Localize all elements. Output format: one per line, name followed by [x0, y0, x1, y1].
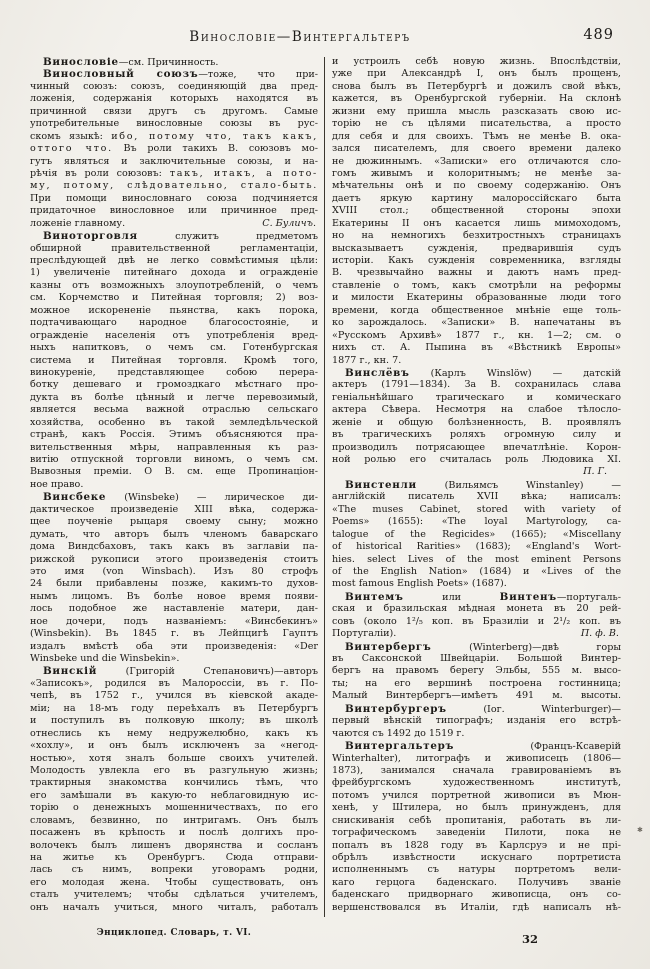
text-line: дактическое произведеніе XIII вѣка, содержа- — [30, 503, 318, 515]
page-number: 489 — [583, 27, 614, 43]
edition-footer: Энциклопед. Словарь, т. VI. — [96, 928, 252, 938]
text-line: ное дочери, подъ названіемъ: «Винсбекинъ» — [30, 615, 318, 627]
text-line: Винскій (Григорій Степановичъ)—авторъ — [43, 665, 318, 678]
text-line: 1877 г., кн. 7. — [332, 354, 402, 366]
text-line: въ Саксонской Швейцаріи. Большой Винтер- — [332, 653, 621, 664]
text-line: хозяйства, особенно въ такой земледѣльческой — [30, 416, 318, 428]
author-signature: П. ф. В. — [580, 628, 619, 640]
text-line: издалъ вмѣстѣ оба эти произведенія: «Der — [30, 640, 318, 652]
text-line: ская и бразильская мѣдная монета въ 20 рей- — [332, 603, 621, 615]
text-line: «хохлу», и онъ былъ исключенъ за «негод- — [30, 740, 318, 752]
text-line: ко зарождалось. «Записки» В. напечатаны въ — [332, 317, 621, 329]
text-line: подтачивающаго народное благосостояніе, и — [30, 317, 318, 329]
text-line: баденскаго придворнаго живописца, онъ со- — [332, 889, 621, 901]
text-line: торію о денежныхъ мошенничествахъ, по его — [30, 802, 318, 814]
text-line: казны отъ возможныхъ злоупотребленій, о чемъ — [30, 279, 318, 291]
text-line: of the English Nation» (1684) и «Lives of the — [332, 565, 621, 577]
text-line: оттого что. Въ роли такихъ В. союзовъ мо- — [30, 143, 318, 155]
text-line: щее поученіе рыцаря своему сыну; можно — [30, 516, 318, 528]
text-line: Екатерины II онъ касается лишь мимоходомъ, — [332, 217, 621, 229]
text-line: исторіи. Какъ сужденія современника, взгляды — [332, 255, 621, 266]
text-line: 1873), занимался сначала гравированіемъ въ — [332, 764, 621, 776]
text-line: онъ началъ учиться, много читалъ, работалъ — [30, 901, 318, 913]
text-line: его молодая жена. Чтобы существовать, онъ — [30, 876, 318, 888]
text-line: Винслёвъ (Карлъ Winslöw) — датскій — [345, 366, 621, 379]
text-line: кажется, въ Оренбургской губерніи. На склонѣ — [332, 93, 621, 105]
text-line: ты; на его вершинѣ построена гостинница; — [332, 677, 621, 689]
text-line: преслѣдующей двѣ не легко совмѣстимыя цѣли: — [30, 255, 318, 266]
text-line: хенѣ, у Штилера, но былъ принужденъ, для — [332, 802, 621, 814]
text-line: Виноторговля служитъ предметомъ — [43, 230, 318, 243]
text-line: П. Г. — [583, 466, 607, 478]
signature-mark: 32 — [521, 932, 538, 946]
text-line: 24 были прибавлены позже, какимъ-то духов- — [30, 578, 318, 590]
text-line: Winsbeke und die Winsbekin». — [30, 653, 180, 664]
text-line: most famous English Poets» (1687). — [332, 578, 507, 590]
text-line: Малый Винтербергъ—имѣетъ 491 м. высоты. — [332, 690, 621, 702]
text-line: фрейбургскомъ художественномъ институтѣ, — [332, 777, 621, 789]
text-line: снова былъ въ Петербургѣ и дожилъ свой вѣкъ, — [332, 80, 621, 92]
text-line: посаженъ въ крѣпость и послѣ долгихъ про- — [30, 827, 318, 839]
text-line: словамъ, безвинно, по интригамъ. Онъ былъ — [30, 814, 318, 826]
text-line: ложенія, содержанія которыхъ находятся въ — [30, 93, 318, 105]
text-line: актеръ (1791—1834). За В. сохранилась слава — [332, 379, 621, 391]
text-line: ностью», хотя зналъ больше своихъ учителей. — [30, 752, 318, 764]
text-line: является весьма важной отраслью сельскаго — [30, 404, 318, 416]
text-line: употребительные винословные союзы въ рус- — [30, 118, 318, 130]
text-line: В. чрезвычайно важны и даютъ намъ пред- — [332, 267, 621, 279]
text-line: Молодость увлекла его въ разгульную жизнь; — [30, 764, 318, 776]
text-line: уже при Александрѣ I, онъ былъ прощенъ, — [332, 68, 621, 80]
text-line: зался писателемъ, для своего времени далеко — [332, 143, 621, 155]
text-line: Винсбеке (Winsbeke) — лирическое ди- — [43, 491, 318, 504]
text-line: его замѣшали въ какую-то неблаговидную ис- — [30, 789, 318, 801]
text-line: чинный союзъ: союзъ, соединяющій два пред- — [30, 80, 318, 92]
text-line: нымъ лицомъ. Въ болѣе новое время появи- — [30, 590, 318, 602]
text-line: странѣ, какъ Россія. Этимъ объясняются пра- — [30, 429, 318, 441]
text-line: дукта въ болѣе цѣнный и легче перевозимый, — [30, 391, 318, 403]
text-line: первый вѣнскій типографъ; изданія его встрѣ- — [332, 715, 621, 727]
text-line: Винословный союзъ—тоже, что при- — [43, 68, 318, 81]
text-line: англійскій писатель XVII вѣка; написалъ: — [332, 491, 621, 503]
text-line: нихъ ст. А. Пыпина въ «Вѣстникѣ Европы» — [332, 342, 621, 354]
text-line: см. Корчемство и Питейная торговля; 2) воз- — [30, 292, 318, 304]
text-line: жизни ему пришла мысль разсказать свою ис- — [332, 105, 621, 117]
text-line: му, потому, слѣдовательно, стало-быть. — [30, 180, 318, 192]
text-line: для себя и для своихъ. Тѣмъ не менѣе В. ока- — [332, 130, 621, 142]
text-line: Poems» (1655): «The loyal Martyrology, ca- — [332, 516, 621, 528]
text-line: придаточное винословное или причинное пред- — [30, 205, 318, 217]
text-line: Винстенли (Вильямсъ Winstanley) — — [345, 478, 621, 491]
text-line: и поступилъ въ полковую школу; въ школѣ — [30, 715, 318, 727]
text-line: обрѣлъ извѣстности искуснаго портретиста — [332, 852, 621, 863]
text-line: попалъ въ 1828 году въ Карлсруэ и не прі- — [332, 839, 621, 851]
text-line: винокуреніе, представляющее собою перера- — [30, 366, 318, 378]
text-line: чепѣ, въ 1752 г., учился въ кіевской акаде- — [30, 690, 318, 702]
text-line: рѣчія въ роли союзовъ: такъ, итакъ, а пото- — [30, 167, 318, 179]
text-line: ставленіе о томъ, какъ смотрѣли на реформы — [332, 279, 621, 291]
text-line: огражденіе населенія отъ употребленія вред- — [30, 329, 318, 341]
text-line: гомъ живымъ и колоритнымъ; не менѣе за- — [332, 167, 621, 179]
text-line: женіе и общую болѣзненность, В. проявлялъ — [332, 416, 621, 428]
text-line: (Winsbekin). Въ 1845 г. въ Лейпцигѣ Гауптъ — [30, 628, 318, 640]
text-column-right — [332, 56, 621, 917]
text-line: Винтергальтеръ (Францъ-Ксаверій — [345, 740, 621, 753]
text-line: «Записокъ», родился въ Малороссіи, въ г. По- — [30, 677, 318, 689]
text-line: геніальнѣйшаго трагическаго и комическаго — [332, 391, 621, 403]
text-line: думать, что авторъ былъ членомъ баварскаго — [30, 528, 318, 540]
column-divider — [324, 57, 325, 917]
text-line: скомъ языкѣ: ибо, потому что, такъ какъ, — [30, 130, 318, 142]
text-line: это имя (von Winsbach). Изъ 80 строфъ — [30, 565, 318, 577]
text-line: ное право. — [30, 478, 84, 490]
text-line: причинной связи другъ съ другомъ. Самые — [30, 105, 318, 117]
text-line: и устроилъ себѣ новую жизнь. Впослѣдствіи, — [332, 56, 621, 67]
text-line: трактирныя знакомства кончились тѣмъ, что — [30, 777, 318, 789]
text-line: совъ (около 1²/₅ коп. въ Бразиліи и 2¹/₂ коп. въ — [332, 615, 621, 627]
text-line: «Русскомъ Архивѣ» 1877 г., кн. 1—2; см. о — [332, 329, 621, 341]
text-line: торію не съ цѣлями писательства, а просто — [332, 118, 621, 130]
text-line: снискиванія себѣ пропитанія, работать въ ли- — [332, 814, 621, 826]
running-title: Винословіе—Винтергальтеръ — [189, 29, 411, 45]
text-line: ботку дешеваго и громоздкаго мѣстнаго про- — [30, 379, 318, 391]
text-line: дома Виндсбаховъ, такъ какъ въ заглавіи па- — [30, 541, 318, 553]
text-line: даетъ яркую картину малороссійскаго быта — [332, 192, 621, 204]
text-line: и милости Екатерины образованные люди того — [332, 292, 621, 304]
text-line: рижской рукописи этого произведенія стоитъ — [30, 553, 318, 565]
text-line: времени, когда общественное мнѣніе еще толь- — [332, 304, 621, 316]
text-line: потомъ учился портретной живописи въ Мюн- — [332, 789, 621, 801]
text-line: вершенствовался въ Италіи, гдѣ написалъ нѣ- — [332, 901, 621, 913]
text-line: 1) увеличеніе питейнаго дохода и огражденіе — [30, 267, 318, 279]
text-line: не дюжиннымъ. «Записки» его отличаются сло- — [332, 155, 621, 167]
text-line: отнеслись къ нему недружелюбно, какъ къ — [30, 727, 318, 739]
text-line: на житье къ Оренбургъ. Сюда отправи- — [30, 852, 318, 863]
text-line: hies. select Lives of the most eminent Persons — [332, 553, 621, 565]
text-line: Винтербергъ (Winterberg)—двѣ горы — [345, 640, 621, 653]
text-line: исполненнымъ съ натуры портретомъ вели- — [332, 864, 621, 876]
text-line: вительственныя мѣры, направленныя къ раз- — [30, 441, 318, 453]
text-line: Вывозныя преміи. О В. см. еще Пропинаціон- — [30, 466, 318, 478]
ink-smudge: ✱ — [637, 826, 643, 834]
text-line: система и Питейная торговля. Кромѣ того, — [30, 354, 318, 366]
text-line: сталъ учителемъ; чтобы сдѣлаться учителемъ, — [30, 889, 318, 901]
text-line: гутъ являться и заключительные союзы, и на- — [30, 155, 318, 167]
text-line: міи; на 18-мъ году переѣхалъ въ Петербургъ — [30, 702, 318, 714]
text-line: лась съ нимъ, вопреки уговорамъ родни, — [30, 864, 318, 876]
text-line: въ трагическихъ роляхъ огромную силу и — [332, 429, 621, 441]
text-line: of historical Rarities» (1683); «England's Wort- — [332, 541, 621, 553]
text-columns — [30, 56, 622, 917]
text-line: ной ролью его считалась роль Людовика XI. — [332, 454, 621, 465]
text-line: «The muses Cabinet, stored with variety of — [332, 503, 621, 515]
text-line: производилъ потрясающее впечатлѣніе. Корон- — [332, 441, 621, 453]
text-line: тографическомъ заведеніи Пилоти, пока не — [332, 827, 621, 839]
text-line: чаются съ 1492 до 1519 г. — [332, 727, 465, 739]
text-line: ныхъ напитковъ, о чемъ см. Готенбургская — [30, 342, 318, 354]
text-line: Винтемъ или Винтенъ—португаль- — [345, 590, 621, 603]
text-line: Винословіе—см. Причинность. — [43, 56, 219, 68]
text-line: Винтербургеръ (Іог. Winterburger)— — [345, 702, 621, 715]
text-line: При помощи винословнаго союза подчиняется — [30, 192, 318, 204]
author-signature: С. Буличъ. — [262, 217, 316, 229]
text-line: каго герцога баденскаго. Получивъ званіе — [332, 876, 621, 888]
text-line: бергъ на правомъ берегу Эльбы, 555 м. высо- — [332, 665, 621, 677]
text-line: высказываетъ сужденія, предварившія судъ — [332, 242, 621, 254]
text-line: волочекъ былъ лишенъ дворянства и сосланъ — [30, 839, 318, 851]
text-line: XVIII стол.; общественной стороны эпохи — [332, 205, 621, 217]
text-line: актера Сѣвера. Несмотря на слабое тѣлосло- — [332, 404, 621, 416]
text-line: можное искорененіе пьянства, какъ порока, — [30, 304, 318, 316]
text-line: лось подобное же наставленіе матери, дан- — [30, 603, 318, 615]
text-line: мѣчательны онѣ и по своему содержанію. Онъ — [332, 180, 621, 192]
text-line: обширной правительственной регламентаціи, — [30, 242, 318, 254]
text-line: но на немногихъ безхитростныхъ страницахъ — [332, 230, 621, 242]
text-column-left — [30, 56, 318, 917]
text-line: витію отпускной торговли виномъ, о чемъ см. — [30, 454, 318, 465]
text-line: Португаліи). П. ф. В. — [332, 628, 619, 640]
text-line: ложеніе главному. С. Буличъ. — [30, 217, 316, 229]
text-line: Winterhalter), литографъ и живописецъ (1806— — [332, 752, 621, 764]
text-line: talogue of the Regicides» (1665); «Miscellany — [332, 528, 621, 540]
